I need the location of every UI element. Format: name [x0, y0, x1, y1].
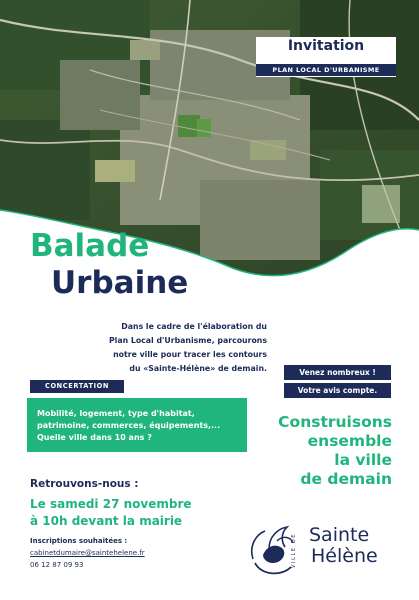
- slogan-line: de demain: [300, 470, 392, 488]
- invitation-box: [256, 37, 396, 77]
- title-urbaine: Urbaine: [51, 265, 189, 301]
- concertation-label: CONCERTATION: [30, 380, 124, 393]
- slogan-line: Construisons: [278, 413, 392, 431]
- meet-date-line: à 10h devant la mairie: [30, 514, 183, 528]
- intro-line: Plan Local d'Urbanisme, parcourons: [108, 336, 267, 345]
- registration-label: Inscriptions souhaitées :: [30, 537, 128, 545]
- logo-name-helene: Hélène: [311, 545, 378, 567]
- slogan-line: la ville: [334, 451, 392, 469]
- concertation-line: Mobilité, logement, type d'habitat,: [37, 409, 195, 418]
- meet-heading: Retrouvons-nous :: [30, 478, 139, 490]
- venez-nombreux-tag: Venez nombreux !: [284, 365, 391, 380]
- contact-email-link[interactable]: cabinetdumaire@saintehelene.fr: [30, 549, 145, 557]
- concertation-line: patrimoine, commerces, équipements,...: [37, 421, 221, 430]
- slogan: [278, 413, 392, 489]
- logo-ville-de: VILLE DE: [291, 532, 297, 568]
- logo-name-sainte: Sainte: [309, 524, 370, 546]
- concertation-line: Quelle ville dans 10 ans ?: [37, 433, 152, 442]
- meet-date-line: Le samedi 27 novembre: [30, 497, 192, 511]
- plan-label: PLAN LOCAL D'URBANISME: [256, 64, 396, 76]
- contact-phone: 06 12 87 09 93: [30, 561, 84, 569]
- invitation-title: Invitation: [287, 38, 365, 54]
- intro-line: du «Sainte-Hélène» de demain.: [129, 364, 267, 373]
- sainte-helene-logo: [247, 519, 397, 577]
- intro-line: Dans le cadre de l'élaboration du: [121, 322, 267, 331]
- concertation-box: [27, 398, 247, 452]
- meet-date: [30, 496, 192, 530]
- intro-line: notre ville pour tracer les contours: [113, 350, 267, 359]
- intro-text: [27, 320, 267, 376]
- slogan-line: ensemble: [307, 432, 392, 450]
- avis-compte-tag: Votre avis compte.: [284, 383, 391, 398]
- title-balade: Balade: [30, 228, 150, 264]
